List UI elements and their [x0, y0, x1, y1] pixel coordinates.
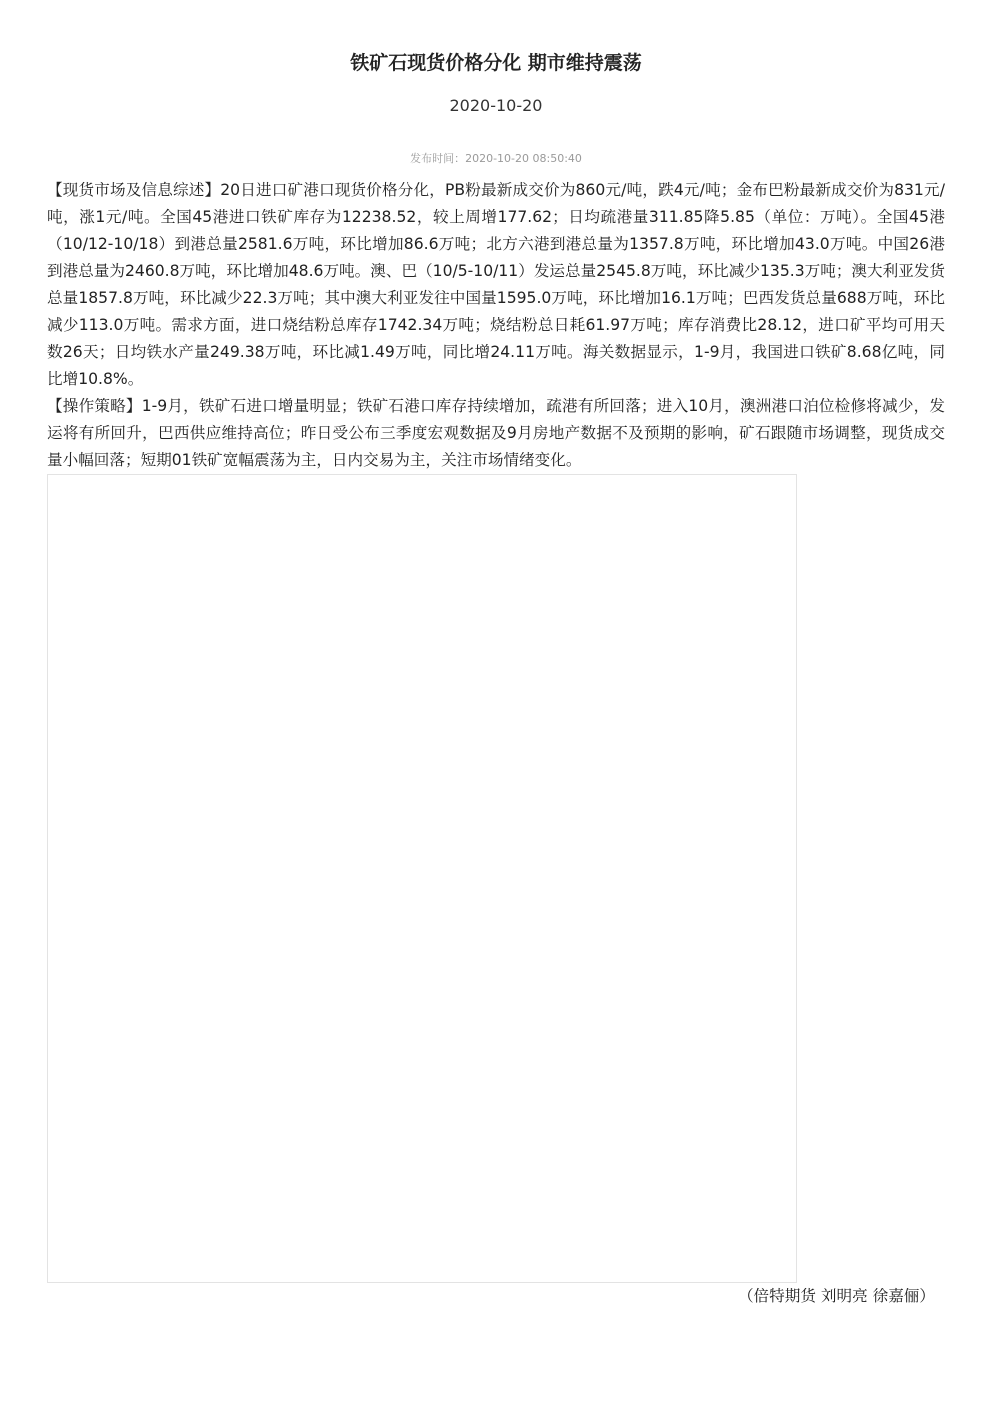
article-body — [47, 177, 945, 474]
article-byline: （倍特期货 刘明亮 徐嘉俪） — [737, 1287, 935, 1305]
paragraph-market-summary: 【现货市场及信息综述】20日进口矿港口现货价格分化，PB粉最新成交价为860元/吨，跌4元/吨；金布巴粉最新成交价为831元/吨，涨1元/吨。全国45港进口铁矿库存为12238.52，较上周增177.62；日均疏港量311.85降5.85（单位：万吨）。全国45港（10/12-10/18）到港总量2581.6万吨，环比增加86.6万吨；北方六港到港总量为1357.8万吨，环比增加43.0万吨。中国26港到港总量为2460.8万吨，环比增加48.6万吨。澳、巴（10/5-10/11）发运总量2545.8万吨，环比减少135.3万吨；澳大利亚发货总量1857.8万吨，环比减少22.3万吨；其中澳大利亚发往中国量1595.0万吨，环比增加16.1万吨；巴西发货总量688万吨，环比减少113.0万吨。需求方面，进口烧结粉总库存1742.34万吨；烧结粉总日耗61.97万吨；库存消费比28.12，进口矿平均可用天数26天；日均铁水产量249.38万吨，环比减1.49万吨，同比增24.11万吨。海关数据显示，1-9月，我国进口铁矿8.68亿吨，同比增10.8%。 — [47, 181, 945, 388]
publish-time: 发布时间：2020-10-20 08:50:40 — [410, 152, 582, 165]
article-date: 2020-10-20 — [449, 96, 543, 115]
article-title: 铁矿石现货价格分化 期市维持震荡 — [350, 52, 642, 74]
paragraph-strategy: 【操作策略】1-9月，铁矿石进口增量明显；铁矿石港口库存持续增加，疏港有所回落；进入10月，澳洲港口泊位检修将减少，发运将有所回升，巴西供应维持高位；昨日受公布三季度宏观数据及9月房地产数据不及预期的影响，矿石跟随市场调整，现货成交量小幅回落；短期01铁矿宽幅震荡为主，日内交易为主，关注市场情绪变化。 — [47, 397, 945, 469]
article-image-placeholder — [47, 474, 797, 1283]
